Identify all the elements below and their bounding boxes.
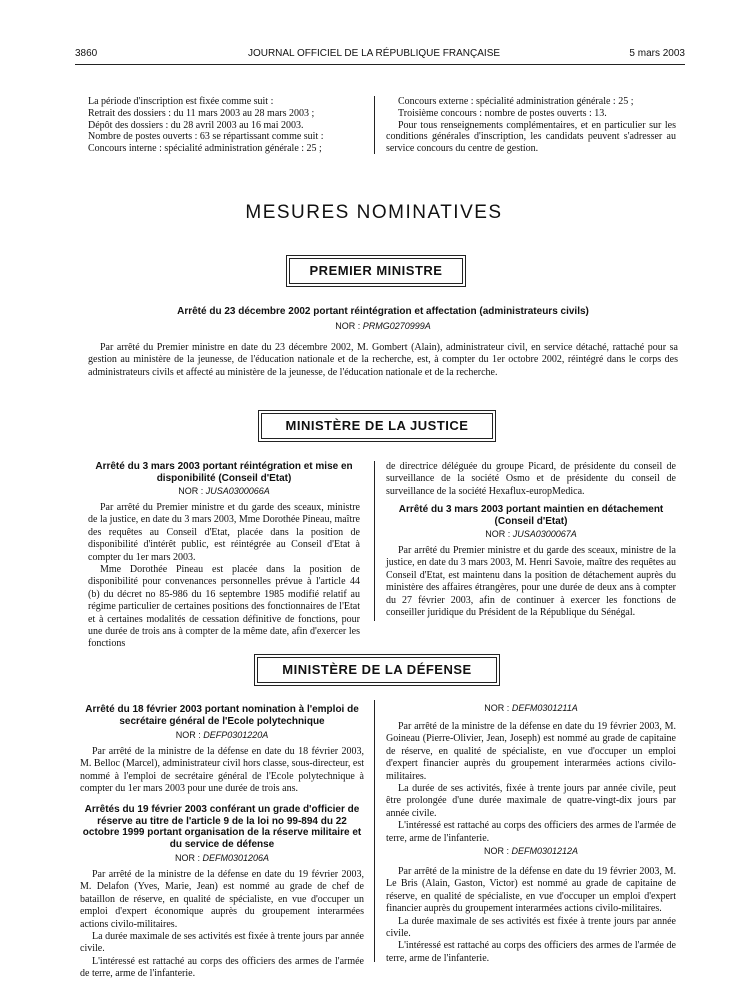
paragraph: Par arrêté du Premier ministre en date du 23 décembre 2002, M. Gombert (Alain), administrateur civil, en service détaché, rattaché pour sa gestion au ministère de la jeunesse, de l'éducation nationale et de la recherche, est, à compter du 1er octobre 2002, réintégré dans le corps des administrateurs civils et affecté au ministère de la jeunesse, de l'éducation nationale et de la recherche. xyxy=(88,342,678,378)
nor-line xyxy=(88,485,360,497)
journal-title: JOURNAL OFFICIEL DE LA RÉPUBLIQUE FRANÇAISE xyxy=(247,48,501,59)
intro-left-line: Retrait des dossiers : du 11 mars 2003 au 28 mars 2003 ; xyxy=(88,107,315,119)
column-divider xyxy=(374,461,375,621)
paragraph: L'intéressé est rattaché au corps des officiers des armes de l'armée de terre, arme de l'infanterie. xyxy=(386,820,676,844)
nor-line xyxy=(88,320,678,332)
arrete-body xyxy=(88,502,360,651)
paragraph: Par arrêté de la ministre de la défense en date du 19 février 2003, M. Goineau (Pierre-Olivier, Jean, Joseph) est nommé au grade de capitaine de réserve, en qualité de spécialiste, en vue d'occuper un emploi d'expert financier auprès du groupement interarmées actions civilo-militaires. xyxy=(386,721,676,782)
intro-right-line: Concours externe : spécialité administration générale : 25 ; xyxy=(398,96,634,107)
nor-line xyxy=(80,852,364,864)
intro-left-line: Concours interne : spécialité administration générale : 25 ; xyxy=(88,143,322,155)
arrete-body xyxy=(386,545,676,619)
nor-code: JUSA0300066A xyxy=(205,486,270,496)
section-box-premier-ministre: PREMIER MINISTRE xyxy=(289,258,463,284)
section-box-justice: MINISTÈRE DE LA JUSTICE xyxy=(261,413,493,439)
arrete-title: Arrêté du 23 décembre 2002 portant réintégration et affectation (administrateurs civils) xyxy=(177,306,589,317)
nor-line xyxy=(386,702,676,714)
intro-left-line: La période d'inscription est fixée comme suit : xyxy=(88,96,274,107)
arrete-body xyxy=(80,746,364,796)
arrete-continuation xyxy=(386,461,676,498)
nor-label: NOR : xyxy=(174,853,200,863)
paragraph: La durée maximale de ses activités est fixée à trente jours par année civile. xyxy=(386,915,676,940)
nor-code: DEFM0301212A xyxy=(511,846,579,856)
section-box-defense: MINISTÈRE DE LA DÉFENSE xyxy=(257,657,497,683)
nor-code: DEFM0301206A xyxy=(202,853,270,863)
nor-label: NOR : xyxy=(485,529,511,539)
nor-code: PRMG0270999A xyxy=(362,321,431,331)
page-date: 5 mars 2003 xyxy=(629,48,685,59)
nor-code: JUSA0300067A xyxy=(512,529,577,539)
nor-code: DEFP0301220A xyxy=(203,730,269,740)
intro-left-line: Dépôt des dossiers : du 28 avril 2003 au 16 mai 2003. xyxy=(88,119,304,131)
column-divider xyxy=(374,700,375,962)
header-rule xyxy=(75,64,685,65)
arrete-title: Arrêté du 3 mars 2003 portant maintien en détachement (Conseil d'Etat) xyxy=(398,504,664,527)
paragraph: Mme Dorothée Pineau est placée dans la position de disponibilité pour convenances personnelles prévue à l'article 44 (b) du décret no 85-986 du 16 septembre 1985 modifié relatif au régime particulier de certaines positions des fonctionnaires de l'Etat et à certaines modalités de cessation définitive de fonctions, pour une durée de trois ans à compter de la même date, afin d'exercer les fonctions xyxy=(88,564,360,650)
arrete-title: Arrêté du 18 février 2003 portant nomination à l'emploi de secrétaire général de l'Ecole polytechnique xyxy=(85,704,359,727)
main-heading: MESURES NOMINATIVES xyxy=(245,202,503,223)
nor-code: DEFM0301211A xyxy=(511,703,578,713)
arrete-body xyxy=(80,869,364,981)
paragraph: Par arrêté du Premier ministre et du garde des sceaux, ministre de la justice, en date du 3 mars 2003, M. Henri Savoie, maître des requêtes au Conseil d'Etat, est maintenu dans la position de détachement auprès du ministère des affaires étrangères, pour une durée de deux ans à compter du 27 février 2003, afin de continuer à exercer les fonctions de conseiller juridique du Président de la République du Sénégal. xyxy=(386,545,676,619)
nor-line xyxy=(80,729,364,741)
nor-label: NOR : xyxy=(178,486,204,496)
page-number: 3860 xyxy=(75,48,98,59)
paragraph: L'intéressé est rattaché au corps des officiers des armes de l'armée de terre, arme de l'infanterie. xyxy=(80,955,364,980)
paragraph: La durée maximale de ses activités est fixée à trente jours par année civile. xyxy=(80,931,364,955)
intro-right-line: Pour tous renseignements complémentaires, et en particulier sur les conditions générales d'inscription, les candidats peuvent s'adresser au service concours du centre de gestion. xyxy=(386,119,676,155)
paragraph: La durée de ses activités, fixée à trente jours par année civile, peut être prolongée d'une durée maximale de quatre-vingt-dix jours par année civile. xyxy=(386,783,676,819)
nor-label: NOR : xyxy=(335,321,361,331)
intro-left xyxy=(88,96,360,155)
paragraph: Par arrêté de la ministre de la défense en date du 19 février 2003, M. Delafon (Yves, Marie, Jean) est nommé au grade de chef de bataillon de réserve, en qualité de spécialiste, en vue d'occuper un emploi d'expert économique auprès du groupement interarmées actions civilo-militaires. xyxy=(80,869,364,930)
paragraph: Par arrêté de la ministre de la défense en date du 19 février 2003, M. Le Bris (Alain, Gaston, Victor) est nommé au grade de capitaine de réserve, en qualité de spécialiste, en vue d'occuper un emploi d'expert financier auprès du groupement interarmées actions civilo-militaires. xyxy=(386,866,676,915)
arrete-title: Arrêté du 3 mars 2003 portant réintégration et mise en disponibilité (Conseil d'Etat) xyxy=(95,461,353,484)
column-divider xyxy=(374,96,375,154)
paragraph: Par arrêté de la ministre de la défense en date du 18 février 2003, M. Belloc (Marcel), administrateur civil hors classe, sous-directeur, est nommé à l'emploi de secrétaire général de l'Ecole polytechnique à compter du 1er mars 2003 pour une durée de trois ans. xyxy=(80,746,364,795)
paragraph: de directrice déléguée du groupe Picard, de présidente du conseil de surveillance de la société Osmo et de présidente du conseil de surveillance de la société Hexaflux-europMedica. xyxy=(386,461,676,497)
nor-label: NOR : xyxy=(483,846,509,856)
intro-right-line: Troisième concours : nombre de postes ouverts : 13. xyxy=(398,107,607,119)
paragraph: L'intéressé est rattaché au corps des officiers des armes de l'armée de terre, arme de l'infanterie. xyxy=(386,940,676,964)
nor-label: NOR : xyxy=(175,730,201,740)
arrete-body xyxy=(88,342,678,379)
nor-label: NOR : xyxy=(484,703,510,713)
arrete-title: Arrêtés du 19 février 2003 conférant un grade d'officier de réserve au titre de l'article 9 de la loi no 99-894 du 22 octobre 1999 portant organisation de la réserve militaire et du service de défense xyxy=(82,804,362,850)
intro-left-line: Nombre de postes ouverts : 63 se répartissant comme suit : xyxy=(88,131,324,143)
intro-right xyxy=(386,96,676,155)
paragraph: Par arrêté du Premier ministre et du garde des sceaux, ministre de la justice, en date du 3 mars 2003, Mme Dorothée Pineau, maître des requêtes au Conseil d'Etat, placée dans la position de disponibilité d'intérêt public, est réintégrée au Conseil d'Etat à compter du 1er mars 2003. xyxy=(88,502,360,563)
arrete-body xyxy=(386,866,676,965)
nor-line xyxy=(386,845,676,857)
arrete-body xyxy=(386,721,676,845)
nor-line xyxy=(386,528,676,540)
